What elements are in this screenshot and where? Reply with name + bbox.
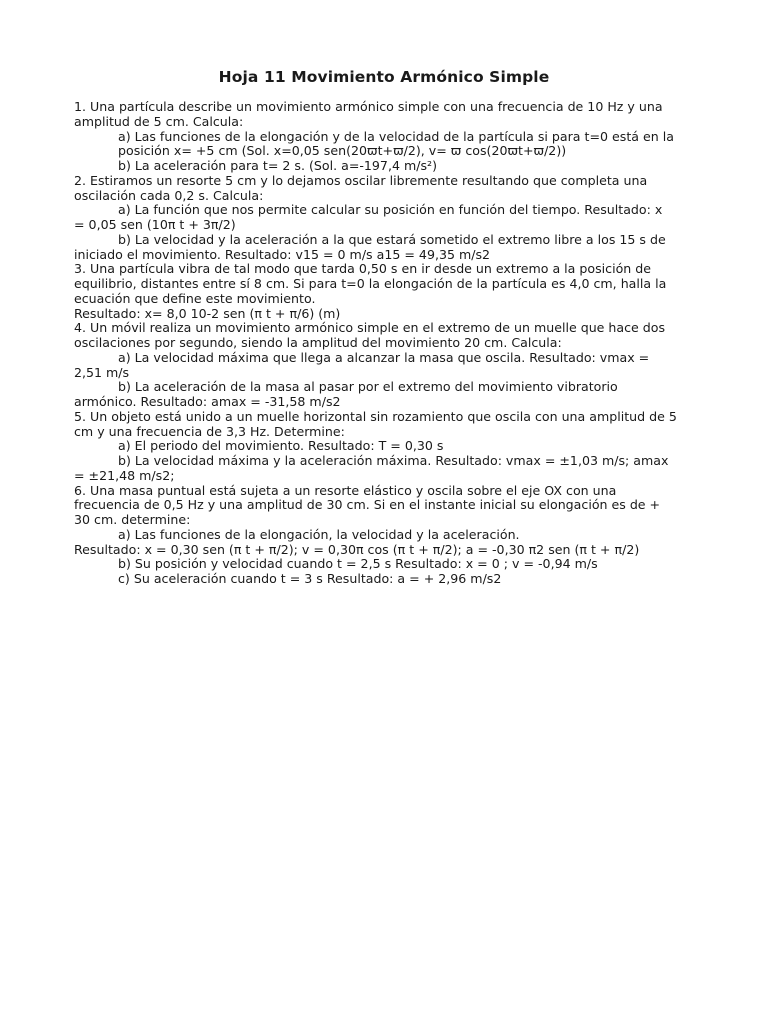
text-line: b) La aceleración de la masa al pasar por el extremo del movimiento vibratorio <box>118 379 618 395</box>
text-line: 2,51 m/s <box>74 364 130 380</box>
text-line: Resultado: x= 8,0 10-2 sen (π t + π/6) (m) <box>74 305 341 321</box>
text-line: equilibrio, distantes entre sí 8 cm. Si para t=0 la elongación de la partícula es 4,0 cm, halla la <box>74 276 667 291</box>
text-line: 6. Una masa puntual está sujeta a un resorte elástico y oscila sobre el eje OX con una <box>74 482 617 498</box>
text-line: oscilación cada 0,2 s. Calcula: <box>74 187 264 203</box>
text-line: 2. Estiramos un resorte 5 cm y lo dejamos oscilar libremente resultando que completa una <box>74 172 648 188</box>
text-line: b) La velocidad máxima y la aceleración máxima. Resultado: vmax = ±1,03 m/s; amax <box>118 453 669 468</box>
text-line: 4. Un móvil realiza un movimiento armónico simple en el extremo de un muelle que hace dos <box>74 320 666 336</box>
text-line: frecuencia de 0,5 Hz y una amplitud de 30 cm. Si en el instante inicial su elongación es de + <box>74 497 661 513</box>
text-line: a) La función que nos permite calcular su posición en función del tiempo. Resultado: x <box>118 202 663 218</box>
text-line: a) Las funciones de la elongación, la velocidad y la aceleración. <box>118 526 520 542</box>
text-line: c) Su aceleración cuando t = 3 s Resultado: a = + 2,96 m/s2 <box>118 571 502 586</box>
text-line: a) El periodo del movimiento. Resultado: T = 0,30 s <box>118 438 444 454</box>
text-line: iniciado el movimiento. Resultado: v15 = 0 m/s a15 = 49,35 m/s2 <box>74 246 491 262</box>
text-line: amplitud de 5 cm. Calcula: <box>74 113 244 129</box>
document-body <box>74 100 694 587</box>
text-line: ecuación que define este movimiento. <box>74 290 316 306</box>
text-line: b) La aceleración para t= 2 s. (Sol. a=-197,4 m/s²) <box>118 158 438 173</box>
text-line: cm y una frecuencia de 3,3 Hz. Determine: <box>74 423 345 439</box>
text-line: a) Las funciones de la elongación y de la velocidad de la partícula si para t=0 está en la <box>118 128 674 144</box>
text-line: 30 cm. determine: <box>74 512 191 527</box>
text-line: posición x= +5 cm (Sol. x=0,05 sen(20ϖt+ϖ/2), v= ϖ cos(20ϖt+ϖ/2)) <box>118 143 567 159</box>
text-line: b) Su posición y velocidad cuando t = 2,5 s Resultado: x = 0 ; v = -0,94 m/s <box>118 556 598 572</box>
text-line: a) La velocidad máxima que llega a alcanzar la masa que oscila. Resultado: vmax = <box>118 349 650 365</box>
text-line: 1. Una partícula describe un movimiento armónico simple con una frecuencia de 10 Hz y una <box>74 99 663 114</box>
page-title: Hoja 11 Movimiento Armónico Simple <box>218 68 550 86</box>
text-line: = ±21,48 m/s2; <box>74 467 175 483</box>
text-line: 5. Un objeto está unido a un muelle horizontal sin rozamiento que oscila con una amplitud de 5 <box>74 408 677 424</box>
text-line: = 0,05 sen (10π t + 3π/2) <box>74 217 236 232</box>
text-line: 3. Una partícula vibra de tal modo que tarda 0,50 s en ir desde un extremo a la posición de <box>74 261 651 277</box>
text-line: b) La velocidad y la aceleración a la que estará sometido el extremo libre a los 15 s de <box>118 231 666 247</box>
text-line: Resultado: x = 0,30 sen (π t + π/2); v = 0,30π cos (π t + π/2); a = -0,30 π2 sen (π t + π/2) <box>74 541 640 557</box>
text-line: oscilaciones por segundo, siendo la amplitud del movimiento 20 cm. Calcula: <box>74 335 562 350</box>
text-line: armónico. Resultado: amax = -31,58 m/s2 <box>74 394 341 409</box>
